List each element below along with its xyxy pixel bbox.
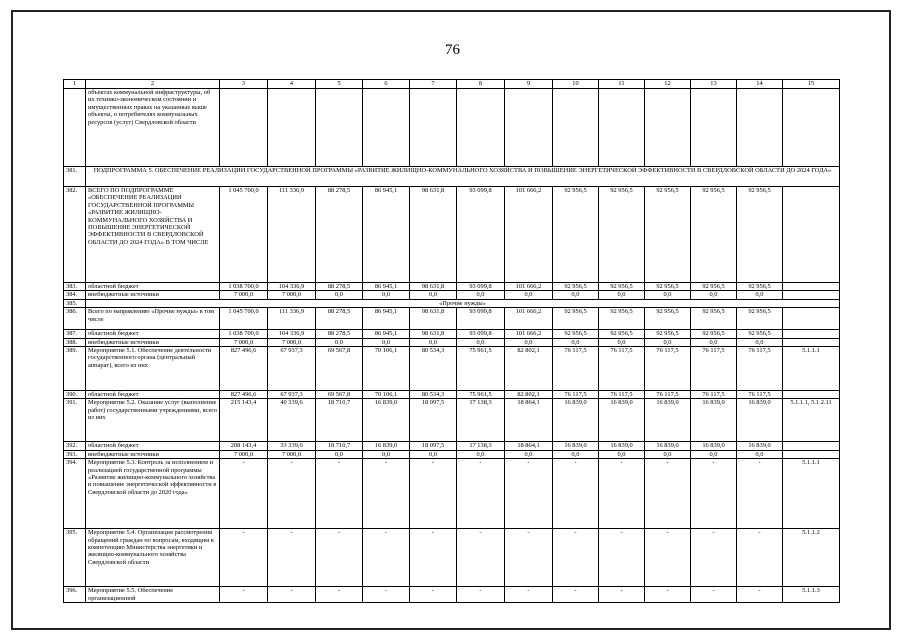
- value-cell: 75 961,5: [457, 391, 505, 399]
- value-cell: 0,0: [645, 338, 691, 346]
- target-code: 5.1.1.2: [783, 529, 840, 587]
- budget-table: [63, 79, 840, 603]
- value-cell: 98 631,8: [410, 187, 457, 283]
- value-cell: 0,0: [410, 291, 457, 299]
- value-cell: 827 496,6: [220, 391, 268, 399]
- value-cell: 76 117,5: [599, 347, 645, 391]
- target-code: [783, 308, 840, 330]
- value-cell: 76 117,5: [599, 391, 645, 399]
- value-cell: 92 956,5: [737, 187, 783, 283]
- value-cell: 215 143,4: [220, 399, 268, 442]
- value-cell: -: [410, 529, 457, 587]
- value-cell: 98 631,8: [410, 308, 457, 330]
- value-cell: -: [268, 459, 316, 529]
- value-cell: 98 631,8: [410, 283, 457, 291]
- value-cell: 208 143,4: [220, 442, 268, 450]
- value-cell: 7 000,0: [268, 338, 316, 346]
- table-row: [64, 459, 840, 529]
- value-cell: 18 710,7: [316, 442, 363, 450]
- target-code: 5.1.1.1: [783, 347, 840, 391]
- column-header: 10: [553, 80, 599, 89]
- row-number: 382.: [64, 187, 86, 283]
- value-cell: 0,0: [553, 450, 599, 458]
- value-cell: 16 839,0: [691, 399, 737, 442]
- value-cell: 67 937,3: [268, 391, 316, 399]
- table-row: [64, 187, 840, 283]
- value-cell: 1 038 700,0: [220, 283, 268, 291]
- table-row: [64, 338, 840, 346]
- table-row: [64, 89, 840, 167]
- value-cell: 0,0: [316, 291, 363, 299]
- column-header: 3: [220, 80, 268, 89]
- value-cell: -: [599, 587, 645, 603]
- value-cell: -: [645, 529, 691, 587]
- table-row: [64, 167, 840, 187]
- target-code: [783, 391, 840, 399]
- value-cell: 101 666,2: [505, 283, 553, 291]
- value-cell: -: [220, 529, 268, 587]
- value-cell: 111 336,9: [268, 308, 316, 330]
- table-row: [64, 308, 840, 330]
- value-cell: 67 937,3: [268, 347, 316, 391]
- value-cell: 92 956,5: [599, 187, 645, 283]
- value-cell: 92 956,5: [645, 187, 691, 283]
- value-cell: 18 864,1: [505, 399, 553, 442]
- value-cell: 40 339,6: [268, 399, 316, 442]
- target-code: [783, 442, 840, 450]
- value-cell: 76 117,5: [737, 347, 783, 391]
- value-cell: [410, 89, 457, 167]
- column-header: 9: [505, 80, 553, 89]
- value-cell: 0,0: [457, 338, 505, 346]
- row-number: 390.: [64, 391, 86, 399]
- value-cell: 101 666,2: [505, 187, 553, 283]
- value-cell: 0,0: [363, 291, 410, 299]
- value-cell: 92 956,5: [737, 308, 783, 330]
- value-cell: [691, 89, 737, 167]
- target-code: 5.1.1.1, 5.1.2.11: [783, 399, 840, 442]
- value-cell: 82 802,1: [505, 347, 553, 391]
- value-cell: 80 534,3: [410, 391, 457, 399]
- value-cell: -: [737, 587, 783, 603]
- value-cell: 69 567,8: [316, 347, 363, 391]
- value-cell: 92 956,5: [599, 283, 645, 291]
- column-header: 8: [457, 80, 505, 89]
- value-cell: 0,0: [410, 338, 457, 346]
- target-code: [783, 330, 840, 338]
- value-cell: 0,0: [737, 291, 783, 299]
- column-header: 2: [86, 80, 220, 89]
- value-cell: -: [505, 459, 553, 529]
- row-name: областной бюджет: [86, 283, 220, 291]
- value-cell: 18 097,5: [410, 442, 457, 450]
- value-cell: 18 097,5: [410, 399, 457, 442]
- row-name: областной бюджет: [86, 391, 220, 399]
- value-cell: 101 666,2: [505, 330, 553, 338]
- table-header-row: [64, 80, 840, 89]
- value-cell: 93 099,8: [457, 187, 505, 283]
- value-cell: 70 106,1: [363, 347, 410, 391]
- value-cell: -: [505, 529, 553, 587]
- value-cell: 0,0: [691, 450, 737, 458]
- value-cell: -: [691, 587, 737, 603]
- value-cell: 92 956,5: [645, 330, 691, 338]
- value-cell: 16 839,0: [363, 442, 410, 450]
- row-name: Мероприятие 5.5. Обеспечение организационной: [86, 587, 220, 603]
- value-cell: -: [457, 459, 505, 529]
- column-header: 14: [737, 80, 783, 89]
- value-cell: 75 961,5: [457, 347, 505, 391]
- value-cell: 33 339,6: [268, 442, 316, 450]
- target-code: [783, 450, 840, 458]
- row-number: 385.: [64, 299, 86, 307]
- row-name: внебюджетные источники: [86, 291, 220, 299]
- value-cell: 0,0: [410, 450, 457, 458]
- value-cell: 16 839,0: [363, 399, 410, 442]
- value-cell: -: [457, 587, 505, 603]
- section-heading: ПОДПРОГРАММА 5. ОБЕСПЕЧЕНИЕ РЕАЛИЗАЦИИ ГОСУДАРСТВЕННОЙ ПРОГРАММЫ «РАЗВИТИЕ ЖИЛИЩНО-КОММУНАЛЬНОГО ХОЗЯЙСТВА И ПОВЫШЕНИЕ ЭНЕРГЕТИЧЕСКОЙ ЭФФЕКТИВНОСТИ В СВЕРДЛОВСКОЙ ОБЛАСТИ ДО 2024 ГОДА»: [86, 167, 840, 187]
- column-header: 13: [691, 80, 737, 89]
- value-cell: -: [363, 459, 410, 529]
- value-cell: 92 956,5: [599, 330, 645, 338]
- value-cell: -: [410, 587, 457, 603]
- value-cell: [599, 89, 645, 167]
- value-cell: 88 278,5: [316, 187, 363, 283]
- target-code: [783, 291, 840, 299]
- value-cell: 86 945,1: [363, 283, 410, 291]
- value-cell: 16 839,0: [737, 442, 783, 450]
- value-cell: 16 839,0: [553, 442, 599, 450]
- value-cell: 101 666,2: [505, 308, 553, 330]
- value-cell: 0,0: [505, 338, 553, 346]
- column-header: 6: [363, 80, 410, 89]
- row-name: внебюджетные источники: [86, 450, 220, 458]
- value-cell: -: [457, 529, 505, 587]
- value-cell: -: [316, 459, 363, 529]
- value-cell: 88 278,5: [316, 330, 363, 338]
- row-name: Мероприятие 5.2. Оказание услуг (выполнение работ) государственными учреждениями, всего из них: [86, 399, 220, 442]
- value-cell: 86 945,1: [363, 330, 410, 338]
- value-cell: 0,0: [553, 338, 599, 346]
- value-cell: 92 956,5: [691, 330, 737, 338]
- value-cell: 76 117,5: [553, 391, 599, 399]
- value-cell: 16 839,0: [599, 442, 645, 450]
- row-name: областной бюджет: [86, 330, 220, 338]
- value-cell: 92 956,5: [737, 330, 783, 338]
- row-number: 387.: [64, 330, 86, 338]
- value-cell: 104 336,9: [268, 283, 316, 291]
- value-cell: -: [553, 459, 599, 529]
- row-name: объектах коммунальной инфраструктуры, об их технико-экономическом состоянии и имущественных правах на указанные выше объекты, о потребителях коммунальных ресурсов (услуг) Свердловской области: [86, 89, 220, 167]
- table-row: [64, 347, 840, 391]
- row-number: 386.: [64, 308, 86, 330]
- value-cell: 1 038 700,0: [220, 330, 268, 338]
- value-cell: 0,0: [737, 338, 783, 346]
- value-cell: -: [268, 529, 316, 587]
- table-row: [64, 330, 840, 338]
- value-cell: [363, 89, 410, 167]
- row-number: 381.: [64, 167, 86, 187]
- value-cell: 1 045 700,0: [220, 308, 268, 330]
- value-cell: 0,0: [505, 291, 553, 299]
- value-cell: [268, 89, 316, 167]
- value-cell: 16 839,0: [599, 399, 645, 442]
- value-cell: -: [316, 587, 363, 603]
- row-number: 391.: [64, 399, 86, 442]
- value-cell: 0,0: [553, 291, 599, 299]
- value-cell: 82 802,1: [505, 391, 553, 399]
- column-header: 12: [645, 80, 691, 89]
- row-number: 384.: [64, 291, 86, 299]
- section-heading: «Прочие нужды»: [86, 299, 840, 307]
- value-cell: -: [363, 529, 410, 587]
- value-cell: [645, 89, 691, 167]
- column-header: 4: [268, 80, 316, 89]
- row-name: внебюджетные источники: [86, 338, 220, 346]
- value-cell: 92 956,5: [553, 283, 599, 291]
- value-cell: [220, 89, 268, 167]
- row-name: Мероприятие 5.1. Обеспечение деятельности государственного органа (центральный аппарат), всего из них: [86, 347, 220, 391]
- value-cell: -: [505, 587, 553, 603]
- target-code: 5.1.1.3: [783, 587, 840, 603]
- value-cell: 92 956,5: [645, 308, 691, 330]
- value-cell: -: [220, 459, 268, 529]
- value-cell: 86 945,1: [363, 187, 410, 283]
- target-code: [783, 89, 840, 167]
- value-cell: 18 864,1: [505, 442, 553, 450]
- target-code: 5.1.1.1: [783, 459, 840, 529]
- value-cell: 92 956,5: [553, 330, 599, 338]
- value-cell: 7 000,0: [268, 291, 316, 299]
- table-row: [64, 391, 840, 399]
- value-cell: -: [553, 587, 599, 603]
- value-cell: [505, 89, 553, 167]
- row-number: [64, 89, 86, 167]
- value-cell: 88 278,5: [316, 308, 363, 330]
- table-row: [64, 442, 840, 450]
- row-number: 388.: [64, 338, 86, 346]
- row-number: 393.: [64, 450, 86, 458]
- value-cell: 0,0: [737, 450, 783, 458]
- value-cell: -: [220, 587, 268, 603]
- table-row: [64, 529, 840, 587]
- value-cell: -: [691, 459, 737, 529]
- row-number: 389.: [64, 347, 86, 391]
- value-cell: 16 839,0: [691, 442, 737, 450]
- value-cell: -: [363, 587, 410, 603]
- value-cell: 76 117,5: [691, 391, 737, 399]
- value-cell: 98 631,8: [410, 330, 457, 338]
- value-cell: -: [410, 459, 457, 529]
- value-cell: 17 138,3: [457, 442, 505, 450]
- value-cell: 0,0: [316, 450, 363, 458]
- table-row: [64, 399, 840, 442]
- row-number: 394.: [64, 459, 86, 529]
- value-cell: 16 839,0: [645, 399, 691, 442]
- value-cell: 93 099,8: [457, 330, 505, 338]
- value-cell: 104 336,9: [268, 330, 316, 338]
- value-cell: 16 839,0: [553, 399, 599, 442]
- value-cell: -: [553, 529, 599, 587]
- value-cell: 70 106,1: [363, 391, 410, 399]
- row-number: 396.: [64, 587, 86, 603]
- value-cell: 86 945,1: [363, 308, 410, 330]
- row-number: 383.: [64, 283, 86, 291]
- value-cell: 7 000,0: [220, 338, 268, 346]
- value-cell: 92 956,5: [691, 283, 737, 291]
- value-cell: 76 117,5: [645, 391, 691, 399]
- value-cell: 0,0: [316, 338, 363, 346]
- row-name: Всего по направлению «Прочие нужды» в том числе: [86, 308, 220, 330]
- value-cell: 0,0: [457, 291, 505, 299]
- value-cell: -: [599, 459, 645, 529]
- column-header: 7: [410, 80, 457, 89]
- column-header: 15: [783, 80, 840, 89]
- page-number: 76: [445, 42, 460, 58]
- value-cell: 0,0: [599, 338, 645, 346]
- value-cell: 17 138,3: [457, 399, 505, 442]
- value-cell: 88 278,5: [316, 283, 363, 291]
- target-code: [783, 338, 840, 346]
- table-row: [64, 450, 840, 458]
- value-cell: 0,0: [691, 291, 737, 299]
- value-cell: -: [599, 529, 645, 587]
- value-cell: -: [737, 529, 783, 587]
- value-cell: 7 000,0: [220, 291, 268, 299]
- row-name: ВСЕГО ПО ПОДПРОГРАММЕ «ОБЕСПЕЧЕНИЕ РЕАЛИЗАЦИИ ГОСУДАРСТВЕННОЙ ПРОГРАММЫ «РАЗВИТИЕ ЖИЛИЩНО-КОММУНАЛЬНОГО ХОЗЯЙСТВА И ПОВЫШЕНИЕ ЭНЕРГЕТИЧЕСКОЙ ЭФФЕКТИВНОСТИ В СВЕРДЛОВСКОЙ ОБЛАСТИ ДО 2024 ГОДА» В ТОМ ЧИСЛЕ: [86, 187, 220, 283]
- row-name: Мероприятие 5.3. Контроль за исполнением и реализацией государственной программы «Развитие жилищно-коммунального хозяйства и повышение энергетической эффективности в Свердловской области до 2020 года»: [86, 459, 220, 529]
- value-cell: 92 956,5: [737, 283, 783, 291]
- value-cell: -: [691, 529, 737, 587]
- value-cell: 92 956,5: [645, 283, 691, 291]
- value-cell: [316, 89, 363, 167]
- value-cell: 0,0: [691, 338, 737, 346]
- value-cell: 0,0: [363, 338, 410, 346]
- value-cell: 1 045 700,0: [220, 187, 268, 283]
- value-cell: -: [316, 529, 363, 587]
- value-cell: 92 956,5: [553, 187, 599, 283]
- value-cell: -: [645, 587, 691, 603]
- value-cell: 16 839,0: [737, 399, 783, 442]
- value-cell: -: [645, 459, 691, 529]
- table-row: [64, 299, 840, 307]
- column-header: 11: [599, 80, 645, 89]
- value-cell: 827 496,6: [220, 347, 268, 391]
- value-cell: 76 117,5: [553, 347, 599, 391]
- value-cell: 0,0: [645, 450, 691, 458]
- value-cell: 0,0: [457, 450, 505, 458]
- value-cell: 69 567,8: [316, 391, 363, 399]
- value-cell: 80 534,3: [410, 347, 457, 391]
- value-cell: 0,0: [599, 291, 645, 299]
- column-header: 1: [64, 80, 86, 89]
- value-cell: 76 117,5: [737, 391, 783, 399]
- row-number: 392.: [64, 442, 86, 450]
- row-name: областной бюджет: [86, 442, 220, 450]
- value-cell: 16 839,0: [645, 442, 691, 450]
- row-name: Мероприятие 5.4. Организация рассмотрения обращений граждан по вопросам, входящим в компетенцию Министерства энергетики и жилищно-коммунального хозяйства Свердловской области: [86, 529, 220, 587]
- value-cell: 76 117,5: [645, 347, 691, 391]
- value-cell: [553, 89, 599, 167]
- table-row: [64, 291, 840, 299]
- value-cell: 92 956,5: [691, 187, 737, 283]
- value-cell: [457, 89, 505, 167]
- value-cell: -: [268, 587, 316, 603]
- value-cell: 92 956,5: [691, 308, 737, 330]
- table-row: [64, 283, 840, 291]
- value-cell: [737, 89, 783, 167]
- value-cell: -: [737, 459, 783, 529]
- value-cell: 76 117,5: [691, 347, 737, 391]
- value-cell: 0,0: [363, 450, 410, 458]
- value-cell: 7 000,0: [220, 450, 268, 458]
- value-cell: 7 000,0: [268, 450, 316, 458]
- column-header: 5: [316, 80, 363, 89]
- value-cell: 18 710,7: [316, 399, 363, 442]
- value-cell: 0,0: [505, 450, 553, 458]
- target-code: [783, 283, 840, 291]
- value-cell: 0,0: [645, 291, 691, 299]
- table-row: [64, 587, 840, 603]
- value-cell: 111 336,9: [268, 187, 316, 283]
- value-cell: 92 956,5: [599, 308, 645, 330]
- row-number: 395.: [64, 529, 86, 587]
- value-cell: 0,0: [599, 450, 645, 458]
- target-code: [783, 187, 840, 283]
- value-cell: 93 099,8: [457, 283, 505, 291]
- value-cell: 93 099,8: [457, 308, 505, 330]
- value-cell: 92 956,5: [553, 308, 599, 330]
